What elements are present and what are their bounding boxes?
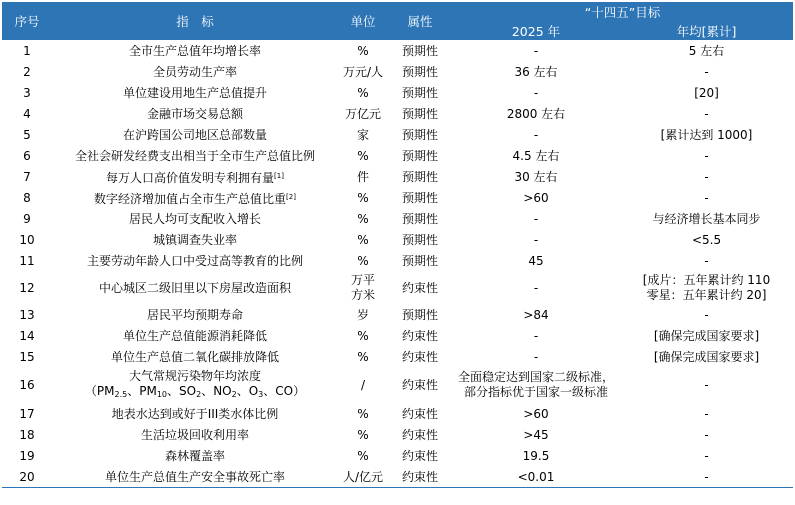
cell-name: 森林覆盖率 (164, 448, 225, 463)
table-row (2, 304, 793, 325)
table-row (2, 424, 793, 445)
cell-name: 单位生产总值能源消耗降低 (122, 328, 267, 343)
cell-attr: 约束性 (401, 406, 438, 421)
cell-name: 全市生产总值年均增长率 (128, 43, 261, 58)
cell-name: 单位生产总值二氧化碳排放降低 (110, 349, 279, 364)
cell-annual: [20] (694, 85, 719, 100)
cell-unit: % (357, 328, 369, 343)
table-row (2, 229, 793, 250)
table-row (2, 61, 793, 82)
cell-2025: - (533, 280, 539, 295)
table-row (2, 271, 793, 304)
cell-unit: % (357, 190, 369, 205)
header-target-group: “十四五”目标 (452, 2, 793, 21)
cell-name: 居民平均预期寿命 (146, 307, 243, 322)
cell-unit: 岁 (356, 307, 369, 322)
cell-2025: 2800 左右 (506, 106, 566, 121)
pollutant-text: 、SO (167, 383, 197, 398)
target-line-1: 全面稳定达到国家二级标准， (457, 370, 614, 384)
cell-name: 单位建设用地生产总值提升 (122, 85, 267, 100)
cell-no: 6 (23, 148, 31, 163)
cell-attr: 预期性 (401, 307, 438, 322)
cell-annual: - (704, 190, 709, 205)
cell-attr: 预期性 (401, 43, 438, 58)
cell-annual: - (704, 378, 709, 392)
header-annual: 年均[累计] (620, 21, 793, 40)
cell-attr: 约束性 (401, 427, 438, 442)
cell-no: 16 (19, 378, 35, 392)
cell-no: 10 (19, 232, 35, 247)
pollutant-text: 、PM (127, 383, 157, 398)
target-line-2: 部分指标优于国家一级标准 (463, 385, 608, 399)
table-row (2, 466, 793, 488)
cell-2025: >45 (523, 427, 549, 442)
cell-2025: 4.5 左右 (512, 148, 560, 163)
cell-attr: 预期性 (401, 232, 438, 247)
cell-2025: - (533, 127, 539, 142)
cell-attr: 预期性 (401, 85, 438, 100)
header-2025: 2025 年 (452, 21, 620, 40)
cell-no: 20 (2, 466, 52, 488)
cell-name: 主要劳动年龄人口中受过高等教育的比例 (86, 253, 303, 268)
cell-unit: % (357, 253, 369, 268)
cell-annual: - (704, 253, 709, 268)
cell-unit: 家 (356, 127, 369, 142)
table-row (2, 445, 793, 466)
footnote-ref: [1] (274, 171, 284, 180)
cell-2025: >60 (523, 406, 549, 421)
table-row (2, 325, 793, 346)
cell-no: 1 (23, 43, 31, 58)
cell-annual: [确保完成国家要求] (653, 328, 760, 343)
table-row (2, 346, 793, 367)
cell-annual: [确保完成国家要求] (653, 349, 760, 364)
cell-no: 15 (19, 349, 35, 364)
cell-name: 居民人均可支配收入增长 (128, 211, 261, 226)
table-row (2, 145, 793, 166)
pollutant-text: （PM (84, 383, 115, 398)
cell-2025: >84 (523, 307, 549, 322)
cell-no: 8 (23, 190, 31, 205)
cell-unit: 人/亿元 (338, 466, 388, 488)
cell-no: 13 (19, 307, 35, 322)
cell-2025: - (533, 85, 539, 100)
cell-2025: 30 左右 (514, 169, 558, 184)
cell-attr: 约束性 (401, 328, 438, 343)
cell-no: 2 (23, 64, 31, 79)
cell-unit: % (357, 406, 369, 421)
unit-line-2: 方米 (350, 287, 375, 302)
indicator-table-container (2, 2, 793, 488)
pollutant-text: 、CO） (263, 383, 306, 398)
cell-name: 全员劳动生产率 (152, 64, 237, 79)
cell-attr: 预期性 (401, 253, 438, 268)
cell-2025: 45 (528, 253, 544, 268)
table-row (2, 103, 793, 124)
table-row (2, 82, 793, 103)
cell-no: 3 (23, 85, 31, 100)
pollutant-text: 、NO (201, 383, 232, 398)
cell-no: 4 (23, 106, 31, 121)
cell-annual: [累计达到 1000] (660, 127, 753, 142)
cell-unit: % (357, 427, 369, 442)
cell-annual: - (704, 406, 709, 421)
cell-unit: / (360, 378, 366, 392)
name-text: 每万人口高价值发明专利拥有量 (106, 170, 275, 185)
cell-attr: 预期性 (401, 148, 438, 163)
cell-unit: 万元/人 (342, 64, 384, 79)
cell-name: 全社会研发经费支出相当于全市生产总值比例 (74, 148, 315, 163)
cell-annual: 与经济增长基本同步 (652, 211, 761, 226)
cell-name (52, 367, 338, 403)
table-row (2, 250, 793, 271)
cell-attr: 约束性 (388, 466, 452, 488)
cell-unit: % (357, 85, 369, 100)
table-row (2, 166, 793, 187)
cell-no: 17 (19, 406, 35, 421)
cell-attr: 预期性 (401, 211, 438, 226)
cell-annual: <5.5 (691, 232, 722, 247)
cell-attr: 约束性 (401, 448, 438, 463)
cell-name (52, 166, 338, 187)
cell-2025 (452, 367, 620, 403)
cell-2025: 36 左右 (514, 64, 558, 79)
table-row (2, 367, 793, 403)
cell-annual: - (704, 106, 709, 121)
cell-no: 12 (19, 280, 35, 295)
cell-unit: % (357, 211, 369, 226)
cell-2025: >60 (523, 190, 549, 205)
cell-no: 5 (23, 127, 31, 142)
header-attr: 属性 (388, 2, 452, 40)
cell-name: 中心城区二级旧里以下房屋改造面积 (98, 280, 291, 295)
cell-attr: 约束性 (401, 349, 438, 364)
cell-annual: 5 左右 (688, 43, 725, 58)
name-line-2 (54, 384, 336, 402)
table-row (2, 40, 793, 61)
cell-unit: % (357, 448, 369, 463)
unit-line-1: 万平 (350, 272, 375, 287)
pollutant-sub: 2 (196, 389, 202, 399)
cell-attr: 预期性 (401, 127, 438, 142)
cell-attr: 约束性 (401, 378, 438, 392)
cell-no: 18 (19, 427, 35, 442)
indicator-table (2, 2, 793, 488)
cell-name: 城镇调查失业率 (152, 232, 237, 247)
cell-2025: 19.5 (522, 448, 550, 463)
cell-annual: - (704, 427, 709, 442)
footnote-ref: [2] (286, 192, 296, 201)
cell-annual: - (620, 466, 793, 488)
cell-no: 7 (23, 169, 31, 184)
cell-unit (338, 271, 388, 304)
table-row (2, 187, 793, 208)
pollutant-sub: 10 (156, 389, 168, 399)
cell-annual: - (704, 64, 709, 79)
pollutant-sub: 2 (231, 389, 237, 399)
cell-unit: 件 (356, 169, 369, 184)
cell-annual (620, 271, 793, 304)
header-seq: 序号 (2, 2, 52, 40)
header-unit: 单位 (338, 2, 388, 40)
cell-attr: 预期性 (401, 169, 438, 184)
cell-no: 19 (19, 448, 35, 463)
cell-annual: - (704, 307, 709, 322)
table-row (2, 124, 793, 145)
cell-name: 生活垃圾回收利用率 (140, 427, 249, 442)
cell-2025: - (533, 43, 539, 58)
table-row (2, 208, 793, 229)
cell-attr: 预期性 (401, 106, 438, 121)
pollutant-text: 、O (236, 383, 259, 398)
cell-name: 在沪跨国公司地区总部数量 (122, 127, 267, 142)
header-row (2, 2, 793, 21)
cell-2025: - (533, 328, 539, 343)
cell-attr: 预期性 (401, 190, 438, 205)
table-row (2, 403, 793, 424)
cell-name: 单位生产总值生产安全事故死亡率 (52, 466, 338, 488)
annual-line-2: 零星：五年累计约 20] (646, 287, 767, 302)
pollutant-sub: 2.5 (114, 389, 128, 399)
cell-annual: - (704, 169, 709, 184)
cell-no: 14 (19, 328, 35, 343)
cell-2025: - (533, 232, 539, 247)
cell-unit: % (357, 148, 369, 163)
cell-unit: 万亿元 (344, 106, 381, 121)
cell-unit: % (357, 43, 369, 58)
cell-2025: <0.01 (452, 466, 620, 488)
cell-2025: - (533, 211, 539, 226)
cell-name: 金融市场交易总额 (146, 106, 243, 121)
header-indicator: 指 标 (52, 2, 338, 40)
cell-name (52, 187, 338, 208)
pollutant-sub: 3 (258, 389, 264, 399)
cell-attr: 约束性 (401, 280, 438, 295)
cell-no: 9 (23, 211, 31, 226)
cell-unit: % (357, 349, 369, 364)
cell-no: 11 (19, 253, 35, 268)
cell-annual: - (704, 448, 709, 463)
cell-unit: % (357, 232, 369, 247)
cell-attr: 预期性 (401, 64, 438, 79)
cell-name: 地表水达到或好于III类水体比例 (111, 406, 279, 421)
annual-line-1: [成片：五年累计约 110 (642, 272, 771, 287)
cell-annual: - (704, 148, 709, 163)
name-line-1: 大气常规污染物年均浓度 (128, 368, 261, 383)
name-text: 数字经济增加值占全市生产总值比重 (94, 191, 287, 206)
cell-2025: - (533, 349, 539, 364)
